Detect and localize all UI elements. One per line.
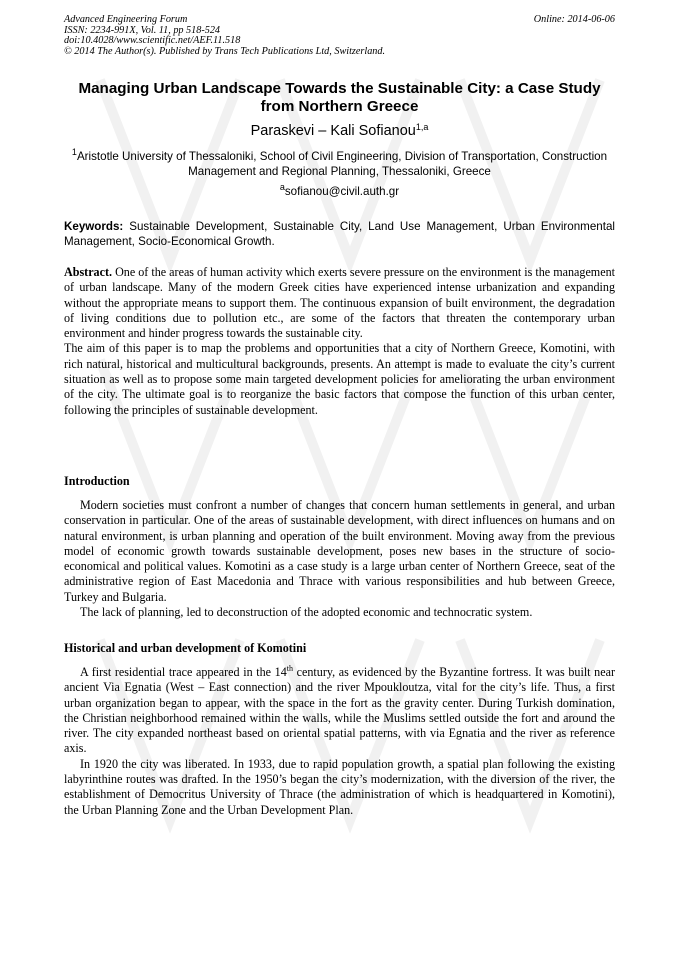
doi-line: doi:10.4028/www.scientific.net/AEF.11.518: [64, 35, 241, 47]
abstract-paragraph-1: [64, 265, 615, 341]
keywords-label: Keywords:: [64, 220, 124, 233]
running-header: [64, 15, 615, 57]
keywords: [64, 220, 615, 249]
history-text-1a: A first residential trace appeared in the 14: [80, 665, 287, 679]
history-heading: Historical and urban development of Komotini: [64, 641, 307, 655]
author-name: Paraskevi – Kali Sofianou: [250, 123, 416, 139]
copyright-line: © 2014 The Author(s). Published by Trans Tech Publications Ltd, Switzerland.: [64, 45, 386, 57]
abstract-paragraph-2: The aim of this paper is to map the problems and opportunities that a city of Northern Greece, Komotini, with rich natural, historical and multicultural backgrounds, presents. An attempt is made to evaluate the city’s current situation as well as to propose some main targeted development policies for ameliorating the urban environment of the city. The ultimate goal is to reorganize the basic factors that compose the function of this urban center, following the principles of sustainable development.: [64, 341, 615, 417]
history-section: [64, 641, 615, 818]
affiliation-sup: 1: [71, 147, 77, 157]
email-line: [64, 182, 615, 199]
introduction-heading: Introduction: [64, 474, 130, 488]
affiliation: [64, 147, 615, 179]
email-sup: a: [279, 182, 285, 192]
introduction-section: [64, 474, 615, 620]
history-paragraph-2: In 1920 the city was liberated. In 1933, due to rapid population growth, a spatial plan following the existing labyrinthine routes was drafted. In the 1950’s began the city’s modernization, with the diversion of the river, the establishment of Democritus University of Thrace (the administration of which is headquartered in Komotini), the Urban Planning Zone and the Urban Development Plan.: [64, 756, 615, 817]
abstract-label: Abstract.: [64, 265, 113, 279]
abstract: [64, 265, 615, 418]
author-sup: 1,a: [415, 122, 429, 132]
history-text-1b: century, as evidenced by the Byzantine fortress. It was built near ancient Via Egnatia (West – East connection) and the river Mpoukloutza, vital for the city’s life. Thus, a first urban organization began to appear, with the space in the fort as the gravity center. During Turkish domination, the Christian neighborhood remained within the walls, while the Muslims settled outside the fort and around the river. The city expanded northeast based on oriental spatial patterns, with via Egnatia and the river as reference axis.: [64, 665, 615, 756]
affiliation-text: Aristotle University of Thessaloniki, School of Civil Engineering, Division of Transportation, Construction Management and Regional Planning, Thessaloniki, Greece: [76, 150, 608, 178]
email-address: sofianou@civil.auth.gr: [284, 185, 400, 198]
author-line: [64, 122, 615, 140]
journal-name: Advanced Engineering Forum: [64, 14, 188, 25]
issn-line: ISSN: 2234-991X, Vol. 11, pp 518-524: [64, 24, 221, 36]
paper-title: Managing Urban Landscape Towards the Sustainable City: a Case Study from Northern Greece: [78, 80, 601, 115]
abstract-text-1: One of the areas of human activity which exerts severe pressure on the environment is the management of urban landscape. Many of the modern Greek cities have experienced intense urbanization and expanding without the appropriate means to support them. The continuous expansion of built environment, the degradation of living conditions due to pollution etc., are some of the factors that threaten the contemporary urban environment and hinder progress towards the sustainable city.: [64, 265, 615, 341]
online-date: Online: 2014-06-06: [533, 14, 615, 25]
introduction-paragraph-2: The lack of planning, led to deconstruction of the adopted economic and technocratic system.: [80, 605, 533, 620]
introduction-paragraph-1: Modern societies must confront a number of changes that concern human settlements in general, and urban conservation in particular. One of the areas of sustainable development, with direct influences on humans and on natural environment, is urban planning and operation of the built environment. Moving away from the previous model of economic growth towards sustainable development, poses new bases in the structure of socio-economical and political values. Komotini as a case study is a large urban center of Northern Greece, seat of the administrative region of East Macedonia and Thrace with various responsibilities and hub between Greece, Turkey and Bulgaria.: [64, 498, 615, 604]
history-paragraph-1: [64, 665, 615, 757]
history-sup: th: [286, 664, 294, 673]
keywords-text: Sustainable Development, Sustainable City, Land Use Management, Urban Environmental Management, Socio-Economical Growth.: [64, 220, 615, 248]
